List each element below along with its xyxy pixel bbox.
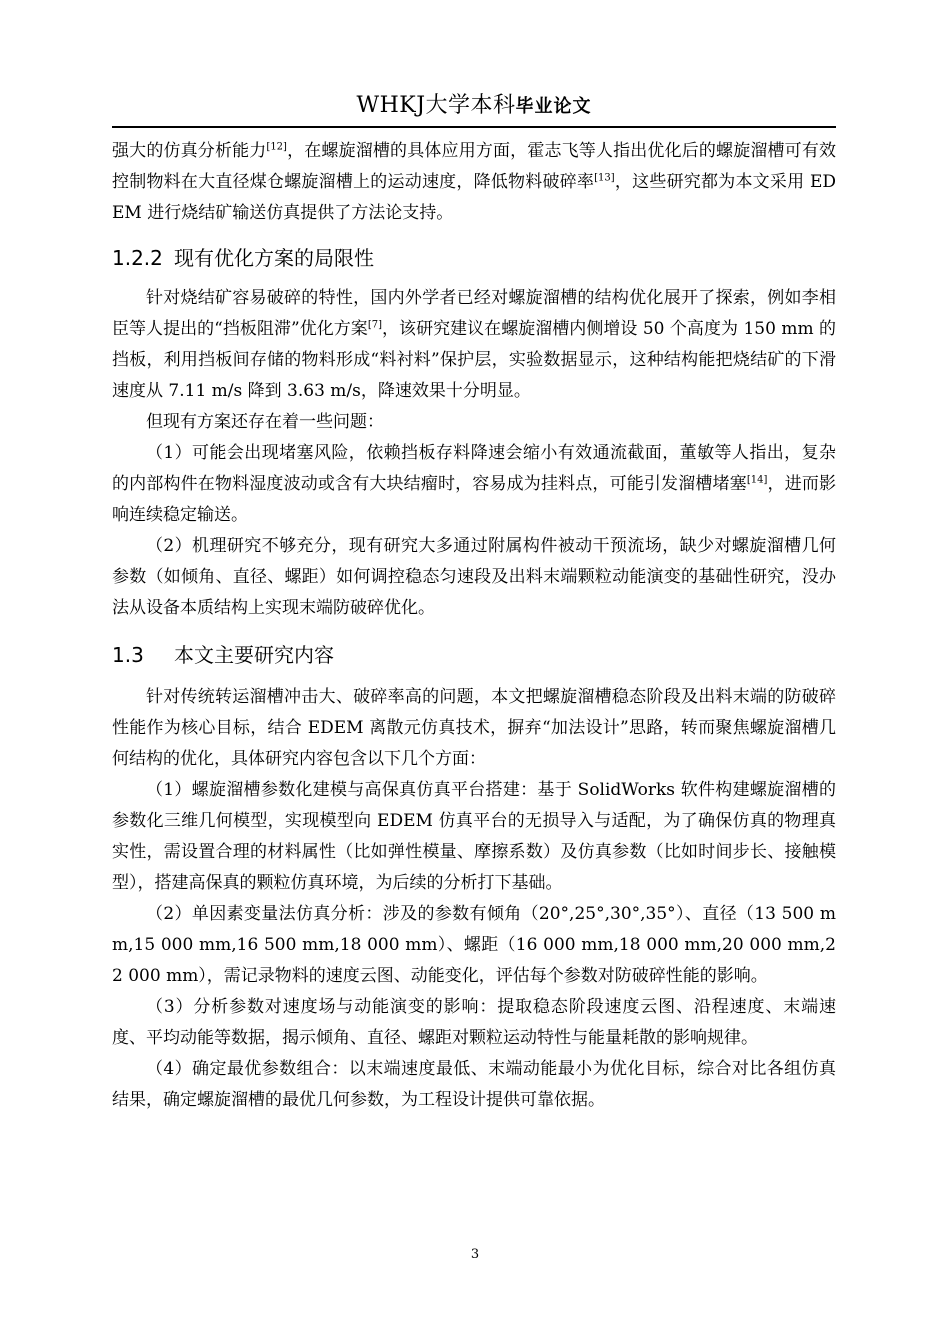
paragraph-6: 针对传统转运溜槽冲击大、破碎率高的问题，本文把螺旋溜槽稳态阶段及出料末端的防破碎性能作为核心目标，结合 EDEM 离散元仿真技术，摒弃“加法设计”思路，转而聚焦螺旋溜槽几何结构的优化，具体研究内容包含以下几个方面：: [112, 687, 836, 769]
header-divider: [112, 126, 836, 128]
paragraph-8: （2）单因素变量法仿真分析：涉及的参数有倾角（20°,25°,30°,35°）、直径（13 500 mm,15 000 mm,16 500 mm,18 000 mm）、螺距（16 000 mm,18 000 mm,20 000 mm,22 000 mm），需记录物料的速度云图、动能变化，评估每个参数对防破碎性能的影响。: [112, 904, 836, 986]
paragraph-text: ，在螺旋溜槽的具体应用方面，霍志飞等人指出优化后的螺旋溜槽可有效控制物料在大直径煤仓螺旋溜槽上的运动速度，降低物料破碎率: [112, 141, 837, 192]
paragraph-text: 针对烧结矿容易破碎的特性，国内外学者已经对螺旋溜槽的结构优化展开了探索，例如李相臣等人提出的“挡板阻滞”优化方案: [112, 288, 836, 339]
section-number: 1.3: [112, 643, 144, 667]
document-body: [112, 136, 836, 1116]
citation: [12]: [266, 141, 287, 153]
header-title-suffix: 毕业论文: [515, 96, 592, 117]
citation: [7]: [367, 319, 382, 331]
paragraph-text: ，这些研究都为本文采用 EDEM 进行烧结矿输送仿真提供了方法论支持。: [112, 172, 836, 223]
paragraph-10: （4）确定最优参数组合：以末端速度最低、末端动能最小为优化目标，综合对比各组仿真结果，确定螺旋溜槽的最优几何参数，为工程设计提供可靠依据。: [112, 1059, 836, 1110]
paragraph-text: （1）可能会出现堵塞风险，依赖挡板存料降速会缩小有效通流截面，董敏等人指出，复杂的内部构件在物料湿度波动或含有大块结瘤时，容易成为挂料点，可能引发溜槽堵塞: [112, 443, 836, 494]
section-title: 本文主要研究内容: [174, 643, 334, 667]
section-title: 现有优化方案的局限性: [174, 246, 374, 270]
section-heading-1-3: [112, 638, 836, 672]
citation: [14]: [746, 474, 768, 486]
paragraph-1: [112, 136, 836, 229]
paragraph-9: （3）分析参数对速度场与动能演变的影响：提取稳态阶段速度云图、沿程速度、末端速度、平均动能等数据，揭示倾角、直径、螺距对颗粒运动特性与能量耗散的影响规律。: [112, 997, 836, 1048]
paragraph-5: （2）机理研究不够充分，现有研究大多通过附属构件被动干预流场，缺少对螺旋溜槽几何参数（如倾角、直径、螺距）如何调控稳态匀速段及出料末端颗粒动能演变的基础性研究，没办法从设备本质结构上实现末端防破碎优化。: [112, 536, 836, 618]
page-header: [112, 92, 836, 126]
header-title-prefix: WHKJ大学本科: [356, 93, 516, 118]
section-number: 1.2.2: [112, 246, 163, 270]
paragraph-text: ，进而影响连续稳定输送。: [112, 474, 837, 525]
paragraph-text: ，该研究建议在螺旋溜槽内侧增设 50 个高度为 150 mm 的挡板，利用挡板间存储的物料形成“料衬料”保护层，实验数据显示，这种结构能把烧结矿的下滑速度从 7.11 m/s 降到 3.63 m/s，降速效果十分明显。: [112, 319, 836, 401]
citation: [13]: [594, 172, 615, 184]
paragraph-7: （1）螺旋溜槽参数化建模与高保真仿真平台搭建：基于 SolidWorks 软件构建螺旋溜槽的参数化三维几何模型，实现模型向 EDEM 仿真平台的无损导入与适配，为了确保仿真的物理真实性，需设置合理的材料属性（比如弹性模量、摩擦系数）及仿真参数（比如时间步长、接触模型），搭建高保真的颗粒仿真环境，为后续的分析打下基础。: [112, 780, 836, 893]
paragraph-4: [112, 438, 836, 531]
paragraph-2: [112, 283, 836, 407]
paragraph-3: 但现有方案还存在着一些问题：: [146, 412, 384, 432]
section-heading-1-2-2: [112, 241, 836, 275]
page-number: 3: [470, 1247, 480, 1262]
paragraph-text: 强大的仿真分析能力: [112, 141, 267, 161]
